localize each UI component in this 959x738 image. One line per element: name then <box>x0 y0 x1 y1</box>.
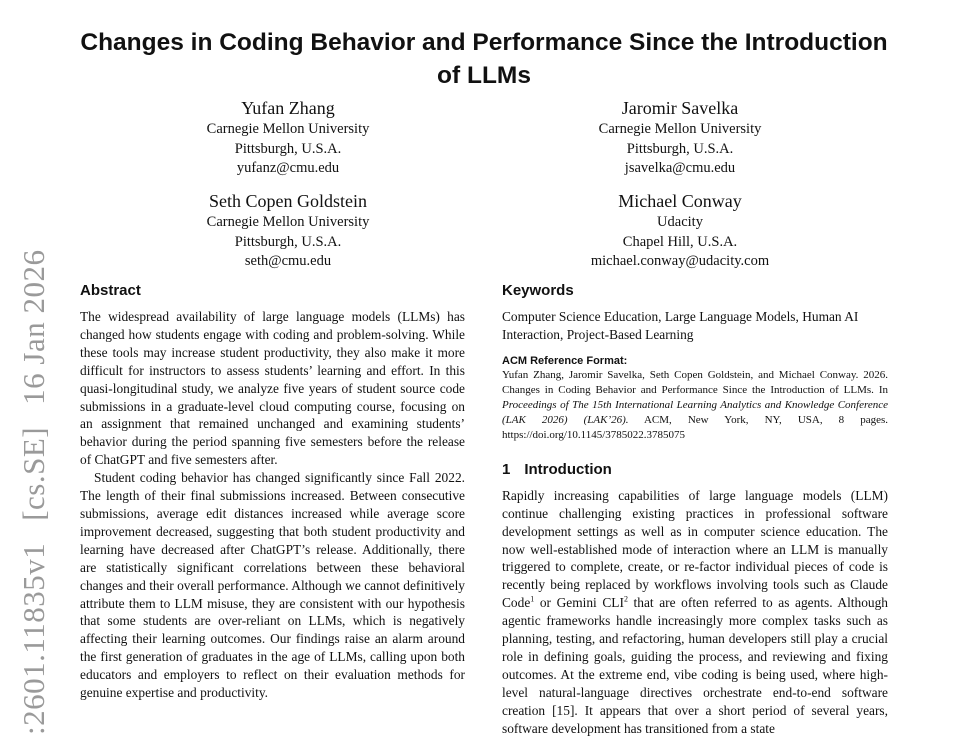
intro-text: or Gemini CLI <box>534 595 624 611</box>
author-block <box>490 190 870 272</box>
author-affiliation: Carnegie Mellon University <box>206 214 370 230</box>
author-name: Jaromir Savelka <box>621 98 739 118</box>
footnote-marker[interactable]: 1 <box>530 594 535 604</box>
author-name: Yufan Zhang <box>241 98 335 118</box>
author-location: Pittsburgh, U.S.A. <box>626 140 734 157</box>
acm-reference-tail: ACM, New York, NY, USA, 8 pages. https://doi.org/10.1145/3785022.3785075 <box>502 413 889 441</box>
section-title: Introduction <box>524 460 612 478</box>
footnote-marker[interactable]: 2 <box>623 594 628 604</box>
author-email: yufanz@cmu.edu <box>236 160 340 176</box>
author-location: Pittsburgh, U.S.A. <box>234 233 342 250</box>
abstract-paragraph: Student coding behavior has changed significantly since Fall 2022. The length of their final submissions increased. Between consecutive submissions, average edit distances increased while average score improvement decreased, suggesting that both student productivity and learning have decreased after ChatGPT’s release. Additionally, there are statistically significant correlations between these behavioral changes and their overall performance. Although we cannot definitively attribute them to LLM misuse, they are consistent with our hypothesis that some students are over-reliant on LLMs, which is negatively affecting their learning outcomes. Our findings raise an alarm around the first generation of graduates in the age of LLMs, calling upon both educators and employers to reflect on their evaluation methods for genuine expertise and productivity. <box>80 470 465 701</box>
author-email: seth@cmu.edu <box>244 253 332 269</box>
section-heading <box>502 459 888 481</box>
intro-text: that are often referred to as agents. Although agentic frameworks handle increasingly more complex tasks such as planning, testing, and refactoring, human developers still play a crucial role in defining goals, guiding the process, and reviewing and fixing outcomes. At the extreme end, vibe coding is being used, where high-level natural-language directives orchestrate end-to-end software creation [15]. It appears that over a short period of several years, software development has transitioned from a state <box>502 595 888 736</box>
author-block <box>98 190 478 272</box>
arxiv-identifier <box>16 228 52 735</box>
paper-title: Changes in Coding Behavior and Performance Since the Introduction of LLMs <box>80 29 888 89</box>
arxiv-date: 16 Jan 2026 <box>16 249 51 405</box>
author-affiliation: Udacity <box>657 214 703 230</box>
arxiv-category: [cs.SE] <box>16 426 51 521</box>
arxiv-id: :2601.11835v1 <box>16 542 51 735</box>
author-block <box>98 97 478 179</box>
author-affiliation: Carnegie Mellon University <box>598 121 762 137</box>
author-location: Chapel Hill, U.S.A. <box>622 233 738 250</box>
author-email: jsavelka@cmu.edu <box>624 160 736 176</box>
author-location: Pittsburgh, U.S.A. <box>234 140 342 157</box>
acm-reference-text <box>502 368 888 443</box>
abstract-paragraph: The widespread availability of large language models (LLMs) has changed how students engage with coding and problem-solving. While these tools may increase student productivity, they also make it more difficult for instructors to assess students’ learning and effort. In this quasi-longitudinal study, we analyze five years of student source code submissions in a graduate-level cloud computing course, focusing on an assignment that remained unchanged and examining students’ behavior during the period spanning five semesters before the release of ChatGPT and five semesters after. <box>80 309 465 468</box>
section-number: 1 <box>502 460 511 478</box>
left-column <box>80 280 465 702</box>
acm-reference-proceedings: Proceedings of The 15th International Learning Analytics and Knowledge Conference (LAK 2026) (LAK’26). <box>502 398 888 426</box>
author-name: Seth Copen Goldstein <box>209 191 367 211</box>
author-name: Michael Conway <box>618 191 742 211</box>
keywords-heading: Keywords <box>502 282 574 299</box>
right-column <box>502 280 888 738</box>
author-email: michael.conway@udacity.com <box>590 253 770 269</box>
acm-reference-authors: Yufan Zhang, Jaromir Savelka, Seth Copen Goldstein, and Michael Conway. 2026. Changes in Coding Behavior and Performance Since the Introduction of LLMs. In <box>502 368 888 396</box>
keywords-text: Computer Science Education, Large Language Models, Human AI Interaction, Project-Based Learning <box>502 309 859 342</box>
acm-reference-heading: ACM Reference Format: <box>502 354 628 367</box>
intro-paragraph <box>502 487 888 738</box>
author-affiliation: Carnegie Mellon University <box>206 121 370 137</box>
abstract-heading: Abstract <box>80 282 141 299</box>
intro-text: Rapidly increasing capabilities of large language models (LLM) continue challenging existing practices in professional software development settings as well as in computer science education. The now well-established mode of interaction where an LLM is manually triggered to complete, create, or re-factor individual pieces of code is recently being replaced by workflows involving tools such as Claude Code <box>502 487 888 611</box>
author-block <box>490 97 870 179</box>
